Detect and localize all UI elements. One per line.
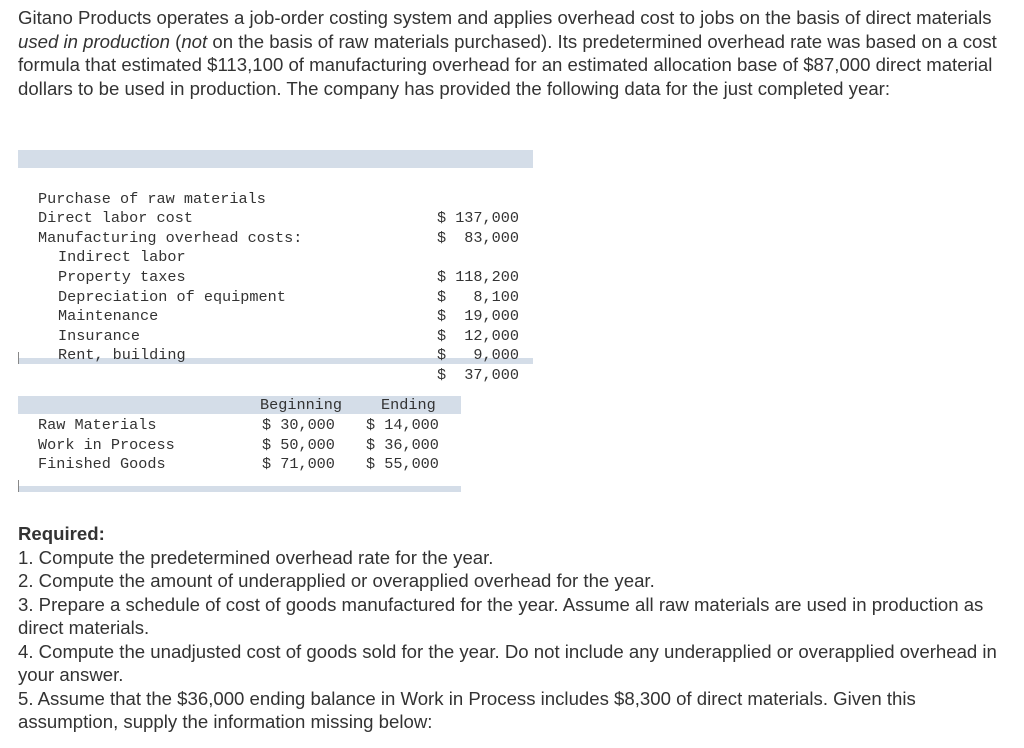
column-header-ending: Ending: [381, 396, 436, 414]
intro-text-3: on the basis of raw materials purchased). Its predetermined overhead rate was based on a cost formula that estimated $113,100 of manufacturing overhead for an estimated allocation base of $87,000 direct material dollars to be used in production. The company has provided the following data for the just completed year:: [18, 30, 997, 99]
cost-data-table: [18, 150, 533, 384]
intro-emphasis-not: not: [181, 30, 208, 52]
beginning-value: $ 71,000: [262, 455, 335, 474]
problem-intro: [18, 6, 1014, 100]
row-label: Insurance: [58, 326, 141, 345]
row-amount: $ 8,100: [436, 287, 519, 306]
inventory-label: Raw Materials: [38, 416, 157, 434]
required-item: 3. Prepare a schedule of cost of goods manufactured for the year. Assume all raw materials are used in production as direct materials.: [18, 593, 984, 638]
row-amount: $ 83,000: [436, 228, 519, 247]
required-list: [18, 546, 1018, 734]
table-edge-marker: [18, 480, 19, 492]
row-label: Depreciation of equipment: [58, 287, 286, 306]
ending-value: $ 14,000: [366, 416, 439, 434]
table-header-band: [18, 150, 533, 168]
required-item: 2. Compute the amount of underapplied or overapplied overhead for the year.: [18, 570, 655, 591]
inventory-label: Finished Goods: [38, 455, 166, 474]
row-amount: $ 12,000: [436, 326, 519, 345]
beginning-value: $ 30,000: [262, 416, 335, 434]
column-header-beginning: Beginning: [260, 396, 343, 414]
intro-emphasis-used-in-production: used in production: [18, 30, 170, 52]
row-label: Manufacturing overhead costs:: [38, 228, 303, 247]
row-amount: $ 37,000: [436, 365, 519, 384]
required-item: 4. Compute the unadjusted cost of goods sold for the year. Do not include any underapplied or overapplied overhead in your answer.: [18, 640, 997, 685]
row-label: Rent, building: [58, 346, 186, 365]
row-label: Direct labor cost: [38, 209, 193, 228]
inventory-label: Work in Process: [38, 435, 175, 454]
table-footer-band: [18, 486, 461, 492]
row-amount: $ 118,200: [436, 267, 519, 286]
required-section: [18, 522, 1018, 734]
required-heading: Required:: [18, 523, 105, 544]
row-label: Maintenance: [58, 307, 159, 326]
ending-value: $ 36,000: [366, 435, 439, 454]
required-item: 1. Compute the predetermined overhead rate for the year.: [18, 546, 494, 568]
ending-value: $ 55,000: [366, 455, 439, 474]
row-label: Purchase of raw materials: [38, 189, 266, 208]
row-label: Property taxes: [58, 267, 186, 286]
row-amount: $ 19,000: [436, 307, 519, 326]
row-amount: $ 9,000: [436, 346, 519, 365]
row-amount: $ 137,000: [436, 209, 519, 228]
intro-text-1: Gitano Products operates a job-order costing system and applies overhead cost to jobs on the basis of direct materials: [18, 7, 992, 28]
required-item: 5. Assume that the $36,000 ending balance in Work in Process includes $8,300 of direct materials. Given this assumption, supply the information missing below:: [18, 687, 916, 732]
beginning-value: $ 50,000: [262, 435, 335, 454]
intro-text-2: (: [169, 30, 182, 52]
inventory-table: [18, 396, 461, 492]
row-label: Indirect labor: [58, 248, 186, 267]
